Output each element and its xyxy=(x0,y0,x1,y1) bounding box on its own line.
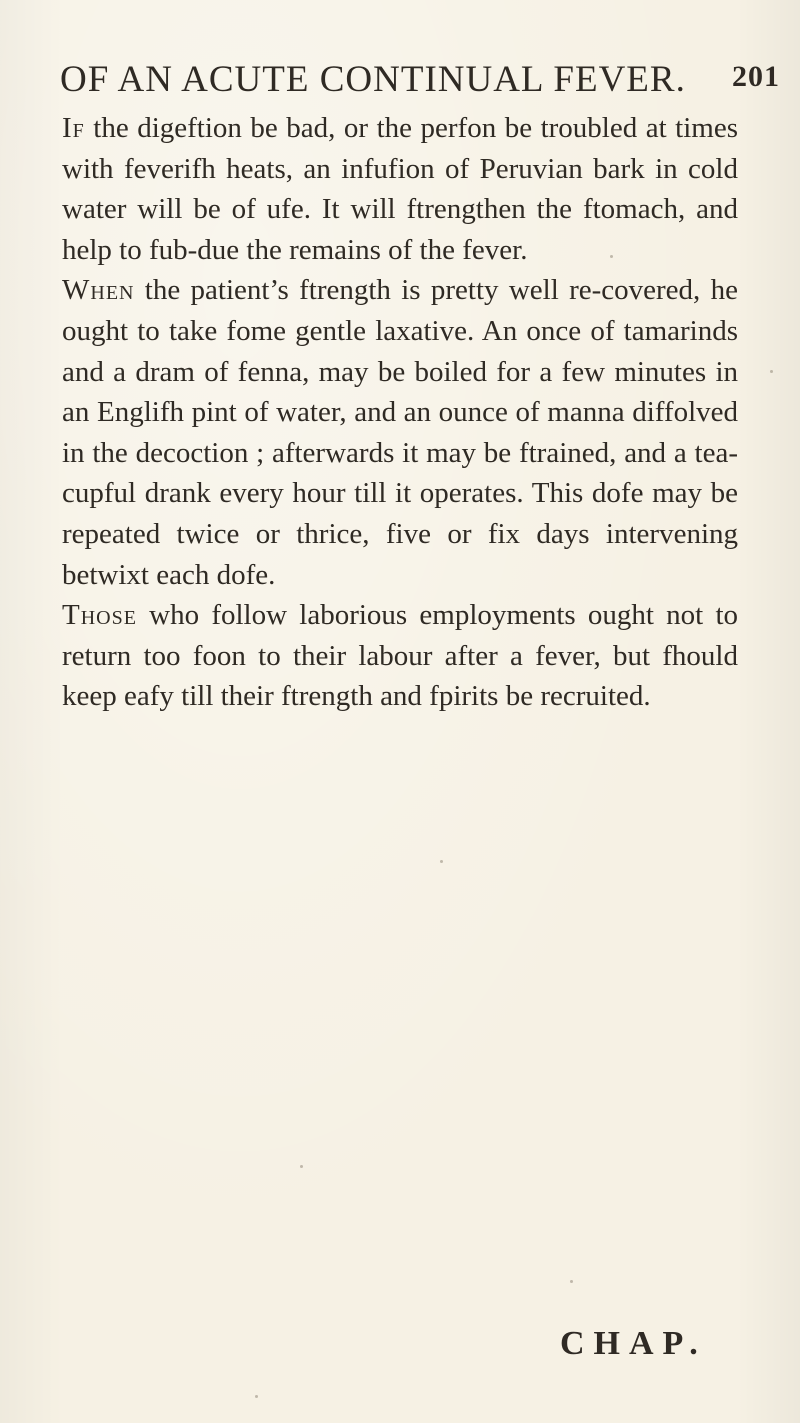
page-number: 201 xyxy=(732,60,780,93)
paragraph-laxative xyxy=(62,270,738,595)
paragraph-lead-word: When xyxy=(62,274,135,307)
paragraph-text: who follow laborious employments ought not to return too foon to their labour after a fever, but fhould keep eafy till their ftrength and fpirits be recruited. xyxy=(62,599,738,713)
paragraph-labour xyxy=(62,595,738,717)
paper-speck xyxy=(300,1165,303,1168)
body-text xyxy=(62,108,738,717)
paragraph-digestion xyxy=(62,108,738,270)
paper-speck xyxy=(570,1280,573,1283)
paragraph-lead-word: Those xyxy=(62,599,137,632)
paper-speck xyxy=(610,255,613,258)
paper-speck xyxy=(440,860,443,863)
paragraph-text: the digeftion be bad, or the perfon be troubled at times with feverifh heats, an infufion of Peruvian bark in cold water will be of ufe. It will ftrengthen the ftomach, and help to fub-due the remains of the fever. xyxy=(62,112,738,266)
paragraph-text: the patient’s ftrength is pretty well re-covered, he ought to take fome gentle laxative. An once of tamarinds and a dram of fenna, may be boiled for a few minutes in an Englifh pint of water, and an ounce of manna diffolved in the decoction ; afterwards it may be ftrained, and a tea-cupful drank every hour till it operates. This dofe may be repeated twice or thrice, five or fix days intervening betwixt each dofe. xyxy=(62,274,738,591)
running-title: OF AN ACUTE CONTINUAL FEVER. xyxy=(60,59,686,100)
running-head xyxy=(60,58,780,110)
paper-speck xyxy=(770,370,773,373)
paragraph-lead-word: If xyxy=(62,112,85,144)
paper-speck xyxy=(255,1395,258,1398)
catchword: CHAP. xyxy=(560,1325,707,1362)
